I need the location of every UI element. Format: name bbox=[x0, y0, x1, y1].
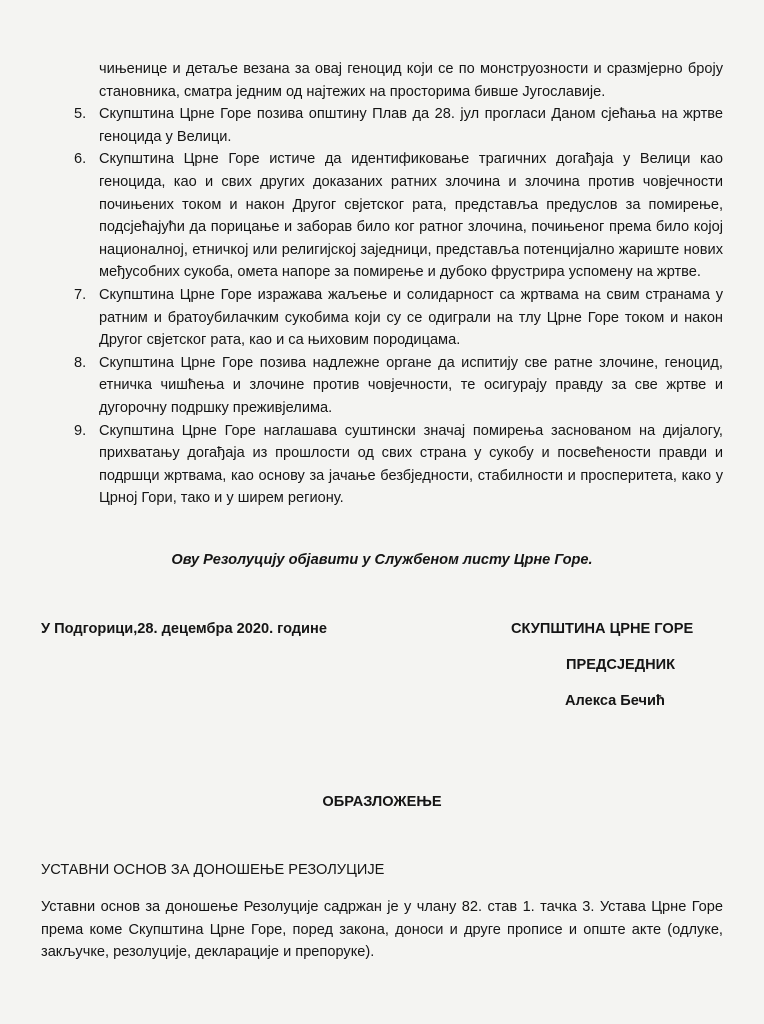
signature-name: Алекса Бечић bbox=[565, 693, 665, 709]
item-text: Скупштина Црне Горе наглашава суштински значај помирења заснованом на дијалогу, прихватању догађаја из прошлости од свих страна у сукобу и посвећености правди и подршци жртвама, као основу за јачање безбједности, стабилности и просперитета, како у Црној Гори, тако и у ширем региону. bbox=[99, 422, 723, 507]
item-number: 6. bbox=[74, 151, 87, 168]
list-item bbox=[0, 58, 764, 103]
item-text: Скупштина Црне Горе изражава жаљење и солидарност са жртвама на свим странама у ратним и братоубилачким сукобима који су се одиграли на тлу Црне Горе током и након Другог свјетског рата, као и са њиховим породицама. bbox=[99, 286, 723, 349]
publish-note: Ову Резолуцију објавити у Службеном листу Црне Горе. bbox=[171, 552, 593, 568]
explanation-title: ОБРАЗЛОЖЕЊЕ bbox=[322, 794, 442, 810]
item-text: чињенице и детаље везана за овај геноцид који се по монструозности и сразмјерно броју становника, сматра једним од најтежих на просторима бивше Југославије. bbox=[99, 61, 723, 100]
list-item bbox=[0, 148, 764, 284]
resolution-items bbox=[0, 58, 764, 510]
item-number: 9. bbox=[74, 422, 87, 439]
item-number: 5. bbox=[74, 106, 87, 123]
section-heading: УСТАВНИ ОСНОВ ЗА ДОНОШЕЊЕ РЕЗОЛУЦИЈЕ bbox=[41, 862, 385, 878]
section-text: Уставни основ за доношење Резолуције садржан је у члану 82. став 1. тачка 3. Устава Црне Горе према коме Скупштина Црне Горе, поред закона, доноси и друге прописе и опште акте (одлуке, закључке, резолуције, декларације и препоруке). bbox=[41, 899, 723, 961]
signature-institution: СКУПШТИНА ЦРНЕ ГОРЕ bbox=[511, 621, 694, 637]
item-number: 8. bbox=[74, 354, 87, 371]
place-date: У Подгорици,28. децембра 2020. године bbox=[41, 621, 327, 637]
list-item bbox=[0, 284, 764, 352]
list-item bbox=[0, 420, 764, 510]
signature-title: ПРЕДСЈЕДНИК bbox=[566, 657, 676, 673]
item-text: Скупштина Црне Горе позива надлежне органе да испитију све ратне злочине, геноцид, етничка чишћења и злочине против човјечности, те осигурају правду за све жртве и дугорочну подршку преживјелима. bbox=[99, 354, 723, 416]
list-item bbox=[0, 352, 764, 420]
list-item bbox=[0, 103, 764, 148]
item-number: 7. bbox=[74, 286, 87, 303]
item-text: Скупштина Црне Горе истиче да идентификовање трагичних догађаја у Велици као геноцида, као и свих других доказаних ратних злочина и злочина против човјечности почињених током и након Другог свјетског рата, представља предуслов за помирење, подсјећајући да порицање и заборав било ког ратног злочина, почињеног према било којој националној, етничкој или религијској заједници, представља потенцијално жариште нових међусобних сукоба, омета напоре за помирење и дубоко фрустрира успомену на жртве. bbox=[99, 151, 723, 281]
item-text: Скупштина Црне Горе позива општину Плав да 28. јул прогласи Даном сјећања на жртве геноцида у Велици. bbox=[99, 106, 723, 145]
